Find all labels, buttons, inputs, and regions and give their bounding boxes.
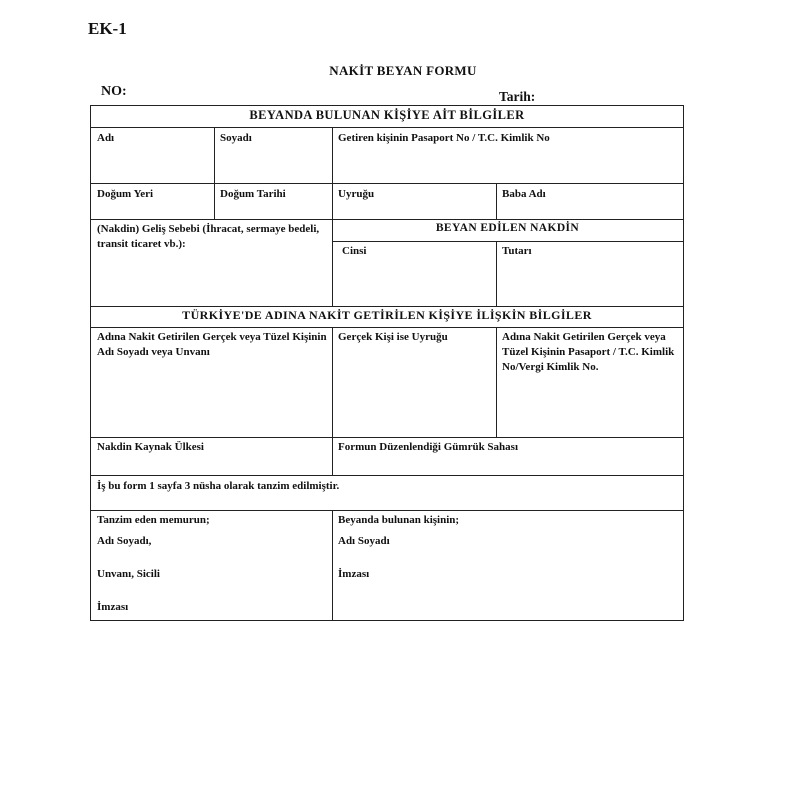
copies-note: İş bu form 1 sayfa 3 nüsha olarak tanzim edilmiştir.	[97, 480, 340, 492]
birth-date-label: Doğum Tarihi	[220, 188, 286, 200]
cash-amount-label: Tutarı	[502, 245, 532, 257]
surname-label: Soyadı	[220, 132, 252, 144]
section-personal-info-title: BEYANDA BULUNAN KİŞİYE AİT BİLGİLER	[249, 108, 525, 122]
father-name-label: Baba Adı	[502, 188, 546, 200]
section-recipient-info-title: TÜRKİYE'DE ADINA NAKİT GETİRİLEN KİŞİYE İLİŞKİN BİLGİLER	[182, 308, 592, 322]
annex-label: EK-1	[88, 19, 127, 38]
cash-type-label: Cinsi	[342, 245, 367, 257]
recipient-name-label: Adına Nakit Getirilen Gerçek veya Tüzel Kişinin Adı Soyadı veya Unvanı	[97, 331, 327, 358]
declaration-form-table	[90, 105, 684, 621]
officer-title: Tanzim eden memurun;	[97, 514, 210, 526]
officer-rank-label: Unvanı, Sicili	[97, 568, 160, 580]
birth-place-label: Doğum Yeri	[97, 188, 154, 200]
declarant-name-label: Adı Soyadı	[338, 535, 390, 547]
form-number-label: NO:	[101, 84, 127, 99]
declarant-title: Beyanda bulunan kişinin;	[338, 514, 460, 526]
arrival-reason-label: (Nakdin) Geliş Sebebi (İhracat, sermaye bedeli, transit ticaret vb.):	[97, 223, 320, 250]
recipient-id-label: Adına Nakit Getirilen Gerçek veya Tüzel Kişinin Pasaport / T.C. Kimlik No/Vergi Kimlik No.	[502, 331, 675, 373]
name-label: Adı	[97, 132, 115, 144]
customs-area-label: Formun Düzenlendiği Gümrük Sahası	[338, 441, 519, 453]
declared-cash-title: BEYAN EDİLEN NAKDİN	[435, 222, 580, 234]
source-country-label: Nakdin Kaynak Ülkesi	[97, 441, 204, 453]
nationality-label: Uyruğu	[338, 188, 375, 200]
passport-id-label: Getiren kişinin Pasaport No / T.C. Kimlik No	[338, 132, 550, 144]
declarant-signature-label: İmzası	[338, 568, 370, 580]
officer-name-label: Adı Soyadı,	[97, 535, 152, 547]
real-person-nationality-label: Gerçek Kişi ise Uyruğu	[338, 331, 448, 343]
date-label: Tarih:	[499, 89, 536, 104]
form-title: NAKİT BEYAN FORMU	[329, 63, 477, 78]
officer-signature-label: İmzası	[97, 601, 129, 613]
